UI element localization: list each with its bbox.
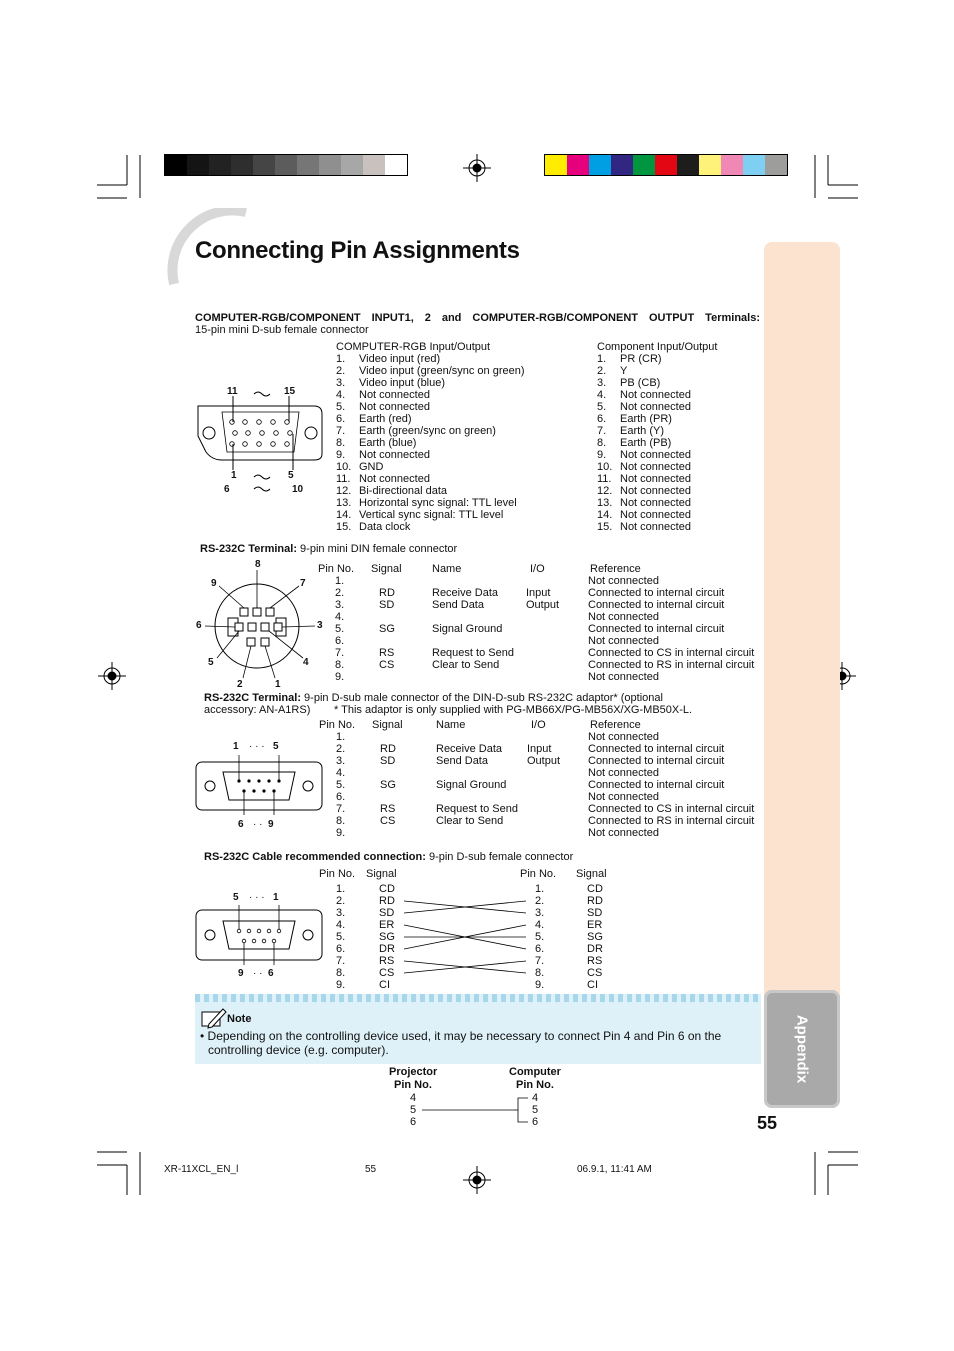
cable-label-top-dots: · · · bbox=[249, 892, 265, 903]
din-cell-pin: 2. bbox=[335, 587, 345, 599]
vga-label-5: 5 bbox=[288, 470, 294, 481]
din-cell-signal: CS bbox=[379, 659, 395, 671]
dsub-cell-name: Request to Send bbox=[436, 803, 518, 815]
din-cell-ref: Not connected bbox=[588, 611, 659, 623]
dsub-cell-signal: SD bbox=[380, 755, 396, 767]
din-cell-pin: 4. bbox=[335, 611, 345, 623]
cable-wiring-diagram bbox=[400, 883, 530, 993]
dsub-cell-ref: Connected to internal circuit bbox=[588, 743, 725, 755]
din-cell-name: Clear to Send bbox=[432, 659, 500, 671]
list-item: 4. bbox=[535, 919, 545, 931]
din-cell-pin: 6. bbox=[335, 635, 345, 647]
dsub-cell-name: Signal Ground bbox=[436, 779, 507, 791]
list-item: SG bbox=[587, 931, 603, 943]
list-item: PR (CR) bbox=[620, 353, 662, 365]
list-item: Earth (green/sync on green) bbox=[359, 425, 496, 437]
list-item: Earth (blue) bbox=[359, 437, 417, 449]
din-cell-ref: Not connected bbox=[588, 635, 659, 647]
list-item: RD bbox=[379, 895, 395, 907]
din-cell-pin: 9. bbox=[335, 671, 345, 683]
dsub-cell-pin: 9. bbox=[336, 827, 346, 839]
component-pin-list bbox=[620, 353, 691, 533]
pin-number: 9. bbox=[336, 449, 346, 461]
list-item: 8. bbox=[336, 967, 346, 979]
pin-number: 4. bbox=[597, 389, 607, 401]
dsub-cell-pin: 3. bbox=[336, 755, 346, 767]
cable-label-1: 1 bbox=[273, 892, 279, 903]
din-cell-pin: 5. bbox=[335, 623, 345, 635]
list-item: Not connected bbox=[620, 509, 691, 521]
list-item: Not connected bbox=[620, 497, 691, 509]
list-item: RS bbox=[587, 955, 603, 967]
pin-number: 6. bbox=[336, 413, 346, 425]
pin-number: 6. bbox=[597, 413, 607, 425]
list-item: CI bbox=[379, 979, 390, 991]
din-cell-pin: 7. bbox=[335, 647, 345, 659]
dsub-header-io: I/O bbox=[531, 719, 546, 731]
cable-left-pins bbox=[336, 883, 345, 991]
vga-label-1: 1 bbox=[231, 470, 237, 481]
list-item: Earth (red) bbox=[359, 413, 412, 425]
list-item: SD bbox=[379, 907, 395, 919]
dsub-header-name: Name bbox=[436, 719, 466, 731]
din-cell-name: Receive Data bbox=[432, 587, 499, 599]
din-cell-ref: Connected to internal circuit bbox=[588, 623, 725, 635]
pin-number: 8. bbox=[336, 437, 346, 449]
footer-timestamp: 06.9.1, 11:41 AM bbox=[577, 1164, 652, 1175]
vga-subheading: 15-pin mini D-sub female connector bbox=[195, 324, 369, 336]
registration-mark-top bbox=[463, 154, 491, 182]
registration-mark-left bbox=[98, 662, 126, 690]
dsub-heading-rest: 9-pin D-sub male connector of the DIN-D-sub RS-232C adaptor* (optional bbox=[301, 692, 663, 704]
pencil-note-icon bbox=[201, 1006, 227, 1030]
registration-mark-bottom bbox=[463, 1166, 491, 1194]
appendix-tab-label: Appendix bbox=[793, 1014, 811, 1084]
pin-number: 10. bbox=[336, 461, 352, 473]
footer-page: 55 bbox=[365, 1164, 377, 1175]
dsub-heading bbox=[204, 692, 663, 704]
din-label-9: 9 bbox=[211, 578, 217, 589]
pin-number: 1. bbox=[336, 353, 346, 365]
list-item: 3. bbox=[535, 907, 545, 919]
projector-pins bbox=[410, 1092, 416, 1128]
pin-number: 12. bbox=[336, 485, 352, 497]
list-item: 5. bbox=[336, 931, 346, 943]
din-label-4: 4 bbox=[303, 657, 309, 668]
din-cell-signal: SD bbox=[379, 599, 395, 611]
dsub-label-9: 9 bbox=[268, 819, 274, 830]
din-header-io: I/O bbox=[530, 563, 545, 575]
list-item: CD bbox=[379, 883, 395, 895]
component-list-title: Component Input/Output bbox=[597, 341, 718, 353]
din-cell-ref: Not connected bbox=[588, 575, 659, 587]
dsub-cell-ref: Connected to internal circuit bbox=[588, 779, 725, 791]
din-cell-name: Signal Ground bbox=[432, 623, 503, 635]
dsub-cell-pin: 4. bbox=[336, 767, 346, 779]
din-label-6: 6 bbox=[196, 620, 202, 631]
pin-number: 4. bbox=[336, 389, 346, 401]
list-item: 8. bbox=[535, 967, 545, 979]
pin-number: 1. bbox=[597, 353, 607, 365]
dsub-heading-line2: accessory: AN-A1RS) bbox=[204, 704, 311, 716]
din-cell-ref: Connected to CS in internal circuit bbox=[588, 647, 755, 659]
pin-number: 5. bbox=[597, 401, 607, 413]
cable-heading-rest: 9-pin D-sub female connector bbox=[425, 851, 574, 863]
pin-number: 15. bbox=[597, 521, 613, 533]
pin-number: 11. bbox=[336, 473, 351, 485]
list-item: Data clock bbox=[359, 521, 411, 533]
din-cell-ref: Connected to internal circuit bbox=[588, 587, 725, 599]
list-item: 9. bbox=[535, 979, 545, 991]
cable-right-signals bbox=[587, 883, 603, 991]
list-item: Not connected bbox=[620, 485, 691, 497]
list-item: Not connected bbox=[620, 461, 691, 473]
list-item: 3. bbox=[336, 907, 346, 919]
din-cell-name: Send Data bbox=[432, 599, 484, 611]
list-item: ER bbox=[379, 919, 395, 931]
list-item: 9. bbox=[336, 979, 346, 991]
dsub-cell-signal: RS bbox=[380, 803, 396, 815]
list-item: 4 bbox=[410, 1092, 417, 1104]
list-item: 5. bbox=[535, 931, 545, 943]
note-box-dotted-border bbox=[195, 994, 761, 1002]
list-item: CI bbox=[587, 979, 598, 991]
dsub-cell-pin: 1. bbox=[336, 731, 346, 743]
list-item: ER bbox=[587, 919, 603, 931]
din-header-pin: Pin No. bbox=[318, 563, 355, 575]
dsub-header-pin: Pin No. bbox=[319, 719, 356, 731]
list-item: Not connected bbox=[620, 401, 691, 413]
dsub-label-1: 1 bbox=[233, 741, 239, 752]
din-heading bbox=[200, 543, 457, 555]
vga-label-10: 10 bbox=[292, 484, 304, 495]
din-label-2: 2 bbox=[237, 679, 243, 690]
din-heading-rest: 9-pin mini DIN female connector bbox=[297, 543, 458, 555]
list-item: 6 bbox=[410, 1116, 417, 1128]
cable-right-pin-header: Pin No. bbox=[520, 868, 557, 880]
dsub-cell-ref: Connected to CS in internal circuit bbox=[588, 803, 755, 815]
list-item: CS bbox=[379, 967, 395, 979]
pin-number: 8. bbox=[597, 437, 607, 449]
cable-label-bottom-dots: · · bbox=[253, 968, 263, 979]
list-item: 2. bbox=[336, 895, 346, 907]
cable-right-pins bbox=[535, 883, 544, 991]
pin-number: 14. bbox=[597, 509, 613, 521]
list-item: Not connected bbox=[359, 449, 430, 461]
din-heading-bold: RS-232C Terminal: bbox=[200, 543, 297, 555]
list-item: RD bbox=[587, 895, 603, 907]
list-item: Horizontal sync signal: TTL level bbox=[359, 497, 517, 509]
cable-left-signal-header: Signal bbox=[366, 868, 397, 880]
note-label: Note bbox=[227, 1013, 252, 1025]
dsub-cell-ref: Not connected bbox=[588, 827, 659, 839]
din-cell-name: Request to Send bbox=[432, 647, 514, 659]
dsub-cell-pin: 7. bbox=[336, 803, 346, 815]
list-item: RS bbox=[379, 955, 395, 967]
dsub-cell-pin: 6. bbox=[336, 791, 346, 803]
dsub-cell-name: Receive Data bbox=[436, 743, 503, 755]
din-cell-pin: 1. bbox=[335, 575, 345, 587]
dsub-cell-io: Output bbox=[527, 755, 561, 767]
dsub-cell-ref: Not connected bbox=[588, 791, 659, 803]
pin-number: 2. bbox=[597, 365, 607, 377]
list-item: SG bbox=[379, 931, 395, 943]
din-cell-signal: RS bbox=[379, 647, 395, 659]
dsub-header-signal: Signal bbox=[372, 719, 403, 731]
list-item: SD bbox=[587, 907, 603, 919]
list-item: 6. bbox=[535, 943, 545, 955]
dsub-cell-pin: 5. bbox=[336, 779, 346, 791]
note-text-line1: • Depending on the controlling device used, it may be necessary to connect Pin 4 and Pin 6 on the bbox=[200, 1029, 722, 1043]
list-item: 6. bbox=[336, 943, 346, 955]
pin-number: 13. bbox=[336, 497, 352, 509]
pin-number: 12. bbox=[597, 485, 613, 497]
dsub-cell-ref: Not connected bbox=[588, 731, 659, 743]
list-item: Earth (Y) bbox=[620, 425, 665, 437]
dsub-label-6: 6 bbox=[238, 819, 244, 830]
dsub-footnote: * This adaptor is only supplied with PG-MB66X/PG-MB56X/XG-MB50X-L. bbox=[334, 704, 693, 716]
list-item: Video input (blue) bbox=[359, 377, 446, 389]
list-item: 7. bbox=[336, 955, 346, 967]
din-cell-ref: Connected to internal circuit bbox=[588, 599, 725, 611]
list-item: Not connected bbox=[359, 473, 430, 485]
list-item: Vertical sync signal: TTL level bbox=[359, 509, 504, 521]
computer-pin-label: Pin No. bbox=[516, 1079, 554, 1091]
pin-number: 7. bbox=[336, 425, 346, 437]
din-header-ref: Reference bbox=[590, 563, 641, 575]
dsub-cell-pin: 8. bbox=[336, 815, 346, 827]
din-cell-pin: 8. bbox=[335, 659, 345, 671]
list-item: Not connected bbox=[620, 449, 691, 461]
dsub-male-connector-diagram bbox=[195, 755, 325, 815]
dsub-cell-name: Clear to Send bbox=[436, 815, 504, 827]
projector-pin-label: Pin No. bbox=[394, 1079, 432, 1091]
vga-label-6: 6 bbox=[224, 484, 230, 495]
cable-left-signals bbox=[379, 883, 395, 991]
din-header-signal: Signal bbox=[371, 563, 402, 575]
list-item: Video input (red) bbox=[359, 353, 441, 365]
cable-label-6: 6 bbox=[268, 968, 274, 979]
pin-link-wiring bbox=[418, 1092, 533, 1128]
list-item: Not connected bbox=[620, 389, 691, 401]
list-item: 6 bbox=[532, 1116, 539, 1128]
list-item: GND bbox=[359, 461, 384, 473]
din-label-1: 1 bbox=[275, 679, 281, 690]
list-item: DR bbox=[587, 943, 603, 955]
list-item: 1. bbox=[336, 883, 346, 895]
list-item: 2. bbox=[535, 895, 545, 907]
cable-label-9: 9 bbox=[238, 968, 244, 979]
pin-number: 3. bbox=[336, 377, 346, 389]
dsub-cell-io: Input bbox=[527, 743, 552, 755]
list-item: 5 bbox=[532, 1104, 539, 1116]
dsub-label-top-dots: · · · bbox=[249, 741, 265, 752]
pin-number: 2. bbox=[336, 365, 346, 377]
list-item: 5 bbox=[410, 1104, 417, 1116]
page-title: Connecting Pin Assignments bbox=[195, 237, 520, 264]
dsub-heading-bold: RS-232C Terminal: bbox=[204, 692, 301, 704]
dsub-cell-ref: Connected to internal circuit bbox=[588, 755, 725, 767]
din-cell-signal: RD bbox=[379, 587, 395, 599]
list-item: Y bbox=[620, 365, 628, 377]
din-label-5: 5 bbox=[208, 657, 214, 668]
din-label-3: 3 bbox=[317, 620, 323, 631]
cable-left-pin-header: Pin No. bbox=[319, 868, 356, 880]
list-item: PB (CB) bbox=[620, 377, 661, 389]
pin-number: 10. bbox=[597, 461, 613, 473]
dsub-female-connector-diagram bbox=[195, 905, 325, 965]
list-item: Earth (PB) bbox=[620, 437, 672, 449]
computer-label: Computer bbox=[509, 1066, 561, 1078]
pin-number: 5. bbox=[336, 401, 346, 413]
din-cell-io: Input bbox=[526, 587, 551, 599]
dsub-cell-ref: Not connected bbox=[588, 767, 659, 779]
list-item: Not connected bbox=[359, 389, 430, 401]
list-item: DR bbox=[379, 943, 395, 955]
cable-label-5: 5 bbox=[233, 892, 239, 903]
pin-number: 13. bbox=[597, 497, 613, 509]
dsub-label-bottom-dots: · · bbox=[253, 819, 263, 830]
din-cell-ref: Not connected bbox=[588, 671, 659, 683]
list-item: Bi-directional data bbox=[359, 485, 448, 497]
din-cell-io: Output bbox=[526, 599, 560, 611]
vga-label-15: 15 bbox=[284, 386, 296, 397]
din-cell-pin: 3. bbox=[335, 599, 345, 611]
dsub-cell-signal: SG bbox=[380, 779, 396, 791]
note-text-line2: controlling device (e.g. computer). bbox=[208, 1043, 389, 1057]
din-header-name: Name bbox=[432, 563, 462, 575]
list-item: 4 bbox=[532, 1092, 539, 1104]
rgb-pin-list bbox=[359, 353, 525, 533]
din-connector-diagram bbox=[195, 556, 330, 691]
list-item: 4. bbox=[336, 919, 346, 931]
dsub-cell-pin: 2. bbox=[336, 743, 346, 755]
cable-right-signal-header: Signal bbox=[576, 868, 607, 880]
vga-connector-diagram bbox=[192, 382, 327, 497]
list-item: CD bbox=[587, 883, 603, 895]
dsub-header-ref: Reference bbox=[590, 719, 641, 731]
list-item: 1. bbox=[535, 883, 545, 895]
page-number: 55 bbox=[757, 1113, 778, 1133]
list-item: Earth (PR) bbox=[620, 413, 672, 425]
din-cell-ref: Connected to RS in internal circuit bbox=[588, 659, 755, 671]
vga-label-11: 11 bbox=[227, 386, 238, 397]
list-item: Not connected bbox=[359, 401, 430, 413]
pin-number: 14. bbox=[336, 509, 352, 521]
sidebar-band bbox=[764, 242, 840, 1002]
pin-number: 11. bbox=[597, 473, 612, 485]
list-item: CS bbox=[587, 967, 603, 979]
vga-heading: COMPUTER-RGB/COMPONENT INPUT1, 2 and COMPUTER-RGB/COMPONENT OUTPUT Terminals: bbox=[195, 312, 760, 324]
footer-file-name: XR-11XCL_EN_l bbox=[164, 1164, 239, 1175]
list-item: Not connected bbox=[620, 521, 691, 533]
din-label-7: 7 bbox=[300, 578, 306, 589]
rgb-list-title: COMPUTER-RGB Input/Output bbox=[336, 341, 491, 353]
pin-number: 7. bbox=[597, 425, 607, 437]
din-cell-signal: SG bbox=[379, 623, 395, 635]
dsub-cell-ref: Connected to RS in internal circuit bbox=[588, 815, 755, 827]
list-item: 7. bbox=[535, 955, 545, 967]
dsub-label-5: 5 bbox=[273, 741, 279, 752]
din-label-8: 8 bbox=[255, 559, 261, 570]
dsub-cell-name: Send Data bbox=[436, 755, 488, 767]
list-item: Video input (green/sync on green) bbox=[359, 365, 525, 377]
dsub-cell-signal: CS bbox=[380, 815, 396, 827]
dsub-cell-signal: RD bbox=[380, 743, 396, 755]
pin-number: 9. bbox=[597, 449, 607, 461]
list-item: Not connected bbox=[620, 473, 691, 485]
cable-heading bbox=[204, 851, 573, 863]
cable-heading-bold: RS-232C Cable recommended connection: bbox=[204, 851, 426, 863]
pin-number: 3. bbox=[597, 377, 607, 389]
pin-number: 15. bbox=[336, 521, 352, 533]
projector-label: Projector bbox=[389, 1066, 438, 1078]
